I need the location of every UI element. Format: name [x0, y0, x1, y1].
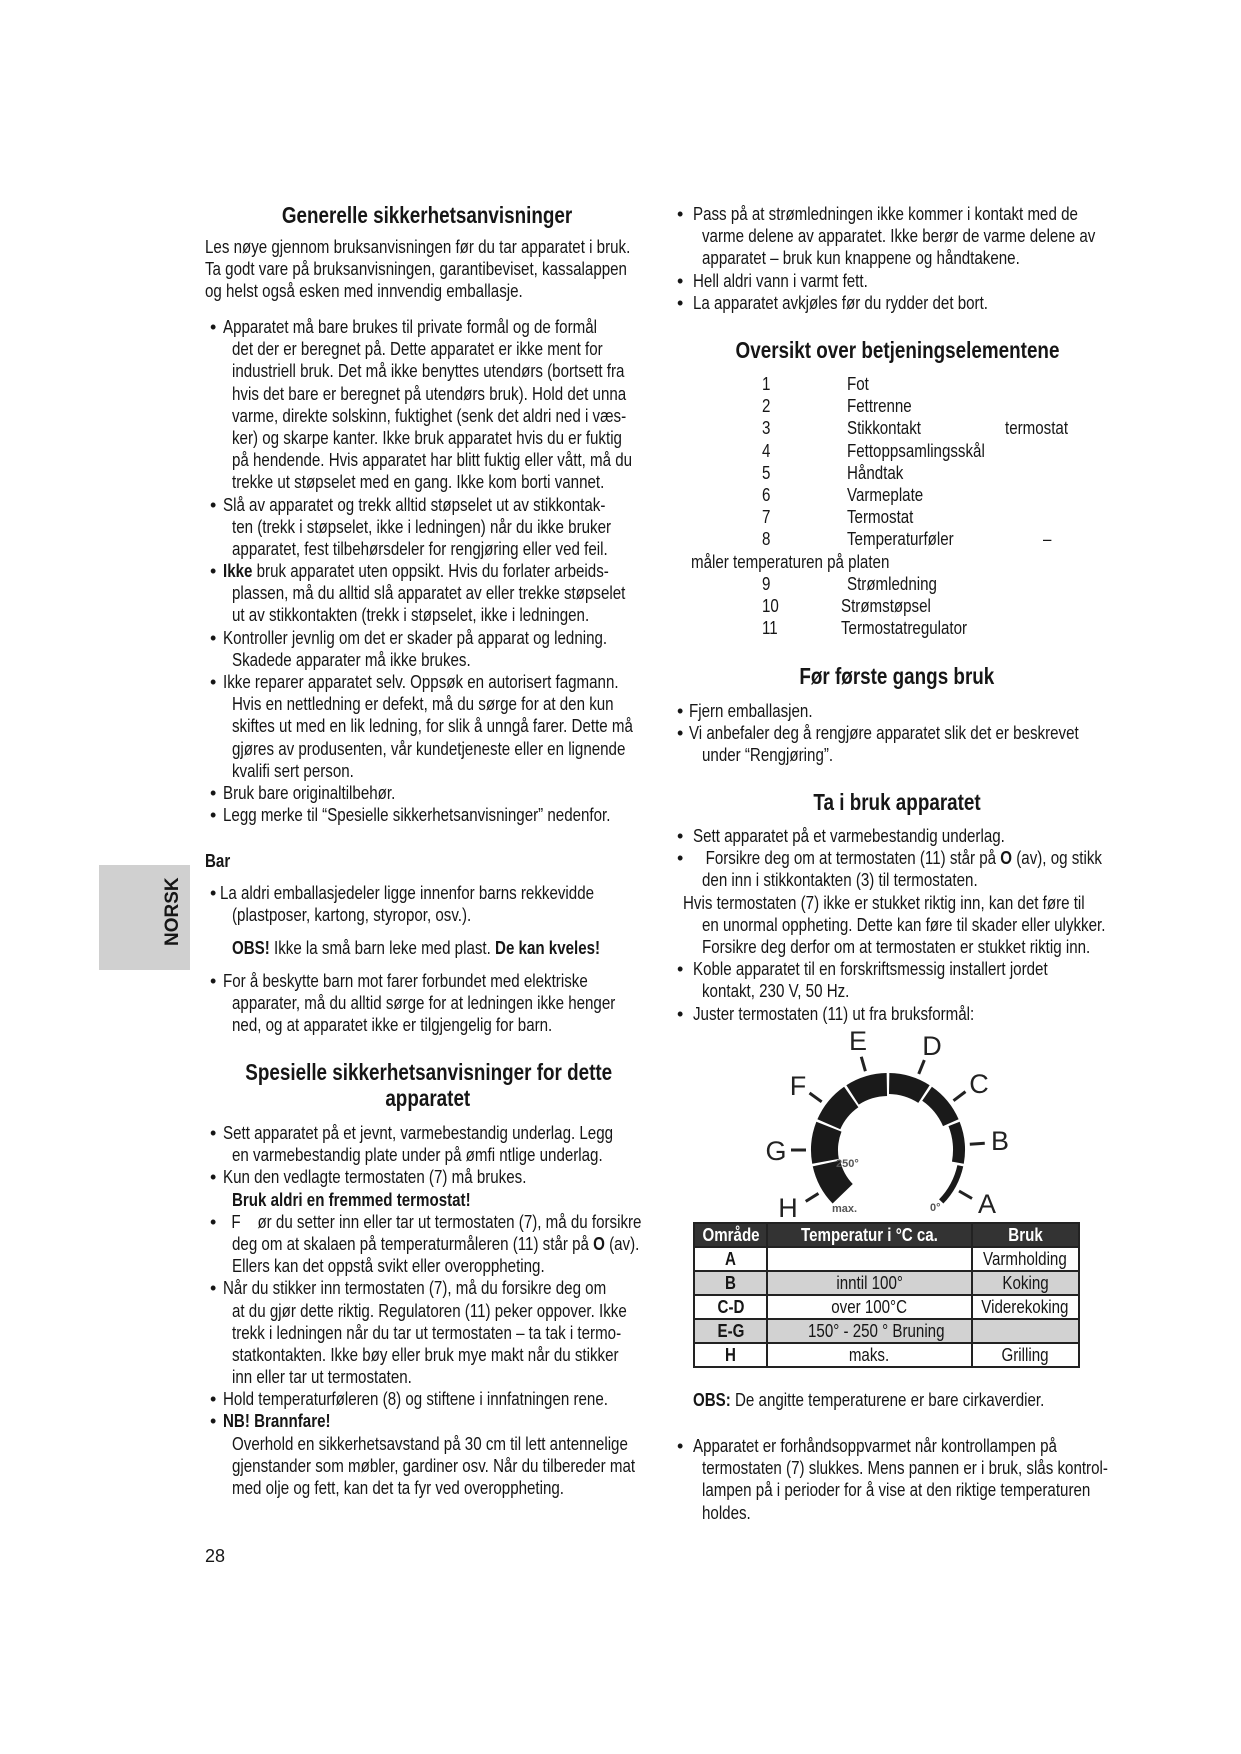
text-line: lampen på i perioder for å vise at den riktige temperaturen: [702, 1480, 1091, 1501]
text-line: en unormal oppheting. Dette kan føre til skader eller ulykker.: [702, 914, 1106, 935]
text-line: plassen, må du alltid slå apparatet av eller trekke støpselet: [232, 583, 626, 604]
text-line: For å beskytte barn mot farer forbundet med elektriske: [223, 971, 588, 991]
text-line: det der er beregnet på. Dette apparatet er ikke ment for: [232, 339, 603, 360]
bullet-icon: •: [210, 627, 217, 648]
table-cell: inntil 100°: [767, 1271, 972, 1295]
bullet-icon: •: [677, 292, 684, 313]
bullet-icon: •: [210, 1211, 217, 1232]
dial-segment-d: [889, 1073, 930, 1103]
dial-label-e: E: [848, 1026, 868, 1056]
bullet-icon: •: [210, 971, 217, 991]
text-line: Ikke reparer apparatet selv. Oppsøk en autorisert fagmann.: [223, 672, 619, 692]
text-line: Sett apparatet på et jevnt, varmebestandig underlag. Legg: [223, 1123, 614, 1143]
dial-label-b: B: [990, 1126, 1010, 1156]
component-row: 1 Fot: [762, 374, 869, 394]
text-line: Overhold en sikkerhetsavstand på 30 cm til lett antennelige: [232, 1433, 628, 1454]
text-line: Les nøye gjennom bruksanvisningen før du tar apparatet i bruk.: [205, 237, 631, 257]
text-line: kvalifi sert person.: [232, 760, 354, 781]
section-heading-special-safety: Spesielle sikkerhetsanvisninger for dette: [245, 1059, 613, 1085]
table-cell: [972, 1319, 1079, 1343]
component-row: 9 Strømledning: [762, 573, 937, 594]
section-heading-first-use: Før første gangs bruk: [799, 663, 995, 689]
list-item-line: [677, 1435, 1122, 1457]
table-cell: A: [694, 1247, 767, 1271]
text-line: holdes.: [702, 1502, 751, 1523]
language-tab-label: NORSK: [162, 877, 183, 946]
text-line: og helst også esken med innvendig emballasje.: [205, 281, 523, 302]
text-line: Sett apparatet på et varmebestandig underlag.: [693, 826, 1005, 846]
bullet-icon: •: [677, 701, 684, 721]
text-line: La apparatet avkjøles før du rydder det bort.: [693, 292, 988, 313]
text-line: hvis det bare er beregnet på utendørs bruk). Hold det unna: [232, 383, 627, 404]
text-line: Slå av apparatet og trekk alltid støpselet ut av stikkontak-: [223, 494, 606, 515]
component-row: 6 Varmeplate: [762, 484, 924, 505]
dial-segment-a: [939, 1165, 963, 1203]
temperature-note: [693, 1389, 1123, 1411]
component-row: 7 Termostat: [762, 507, 914, 528]
text-line: trekk i ledningen når du tar ut termostaten – ta tak i termo-: [232, 1322, 622, 1343]
component-row: 5 Håndtak: [762, 462, 904, 483]
text-line: termostaten (7) slukkes. Mens pannen er i bruk, slås kontrol-: [702, 1458, 1108, 1479]
text-run: De angitte temperaturene er bare cirkaverdier.: [730, 1390, 1045, 1410]
dial-mark-max: max.: [832, 1203, 858, 1215]
table-cell: over 100°C: [767, 1295, 972, 1319]
section-heading-usage: Ta i bruk apparatet: [813, 789, 981, 815]
text-line: varme delene av apparatet. Ikke berør de varme delene av: [702, 226, 1096, 247]
text-line: Pass på at strømledningen ikke kommer i kontakt med de: [693, 204, 1078, 224]
bullet-icon: •: [210, 672, 217, 692]
bullet-icon: •: [210, 1278, 217, 1299]
bullet-icon: •: [210, 494, 217, 515]
children-subheading: Bar: [205, 851, 231, 871]
bullet-icon: •: [677, 204, 684, 224]
section-heading-overview: Oversikt over betjeningselementene: [735, 337, 1059, 363]
text-line: inn eller tar ut termostaten.: [232, 1367, 412, 1388]
text-line: apparater, må du alltid sørge for at ledningen ikke henger: [232, 993, 616, 1014]
list-item: [677, 1435, 1122, 1524]
table-cell: maks.: [767, 1343, 972, 1367]
text-line: statkontakten. Ikke bøy eller bruk mye makt når du stikker: [232, 1344, 619, 1365]
text-line: industriell bruk. Det må ikke benyttes utendørs (bortsett fra: [232, 361, 625, 382]
component-row: 10 Strømstøpsel: [762, 595, 931, 616]
text-line: under “Rengjøring”.: [702, 745, 834, 766]
bullet-icon: •: [677, 723, 684, 744]
bullet-icon: •: [210, 805, 217, 826]
text-run: Ikke la små barn leke med plast.: [269, 938, 496, 958]
text-run: Forsikre deg om at termostaten (11) står på: [693, 848, 1001, 869]
text-line: Kontroller jevnlig om det er skader på apparat og ledning.: [223, 627, 608, 648]
text-line: Kun den vedlagte termostaten (7) må brukes.: [223, 1167, 527, 1188]
dial-label-c: C: [969, 1069, 989, 1099]
text-line: Koble apparatet til en forskriftsmessig installert jordet: [693, 959, 1048, 980]
bold-text-run: OBS!: [232, 938, 270, 958]
bold-text-run: O: [1000, 848, 1013, 869]
dial-label-g: G: [765, 1136, 787, 1166]
text-line: skiftes ut med en lik ledning, for slik å unngå farer. Dette må: [232, 716, 633, 737]
text-line: ten (trekk i støpselet, ikke i ledningen) når du ikke bruker: [232, 516, 612, 537]
bullet-icon: •: [210, 883, 217, 903]
dial-label-f: F: [789, 1071, 807, 1101]
text-line: trekke ut støpselet med en gang. Ikke kom borti vannet.: [232, 472, 605, 493]
table-cell: H: [694, 1343, 767, 1367]
text-line: Hvis en nettledning er defekt, må du sørge for at den kun: [232, 694, 614, 715]
dial-label-a: A: [977, 1189, 997, 1219]
table-cell: E-G: [694, 1319, 767, 1343]
component-row: 4 Fettoppsamlingsskål: [762, 440, 985, 461]
column-header: Bruk: [972, 1223, 1079, 1247]
preheat-list: [677, 1435, 1122, 1524]
bullet-icon: •: [210, 782, 217, 803]
table-row: [694, 1271, 1079, 1295]
text-line: Hell aldri vann i varmt fett.: [693, 270, 868, 291]
text-line: Ta godt vare på bruksanvisningen, garantibeviset, kassalappen: [205, 259, 627, 280]
text-line: ker) og skarpe kanter. Ikke bruk apparatet hvis du er fuktig: [232, 427, 622, 448]
dial-segment-b: [948, 1122, 965, 1164]
bullet-icon: •: [677, 848, 684, 869]
text-line: ut av stikkontakten (trekk i støpselet, ikke i ledningen.: [232, 605, 590, 626]
list-item-line: [677, 1502, 1122, 1524]
text-line: Apparatet må bare brukes til private formål og de formål: [223, 317, 597, 337]
text-line: en varmebestandig plate under på ømfi ntlige underlag.: [232, 1145, 603, 1166]
table-cell: C-D: [694, 1295, 767, 1319]
table-row: [694, 1319, 1079, 1343]
table-cell: Grilling: [972, 1343, 1079, 1367]
table-header-row: [694, 1223, 1079, 1247]
dial-mark-250: 250°: [836, 1158, 859, 1170]
table-cell: Koking: [972, 1271, 1079, 1295]
section-heading-special-safety-2: apparatet: [385, 1085, 470, 1111]
text-line: på hendende. Hvis apparatet har blitt fuktig eller vått, må du: [232, 450, 633, 471]
bullet-icon: •: [677, 270, 684, 291]
text-line: Skadede apparater må ikke brukes.: [232, 649, 471, 670]
component-row: 11 Termostatregulator: [762, 618, 968, 639]
bullet-icon: •: [210, 1123, 217, 1143]
text-line: apparatet – bruk kun knappene og håndtakene.: [702, 248, 1020, 269]
bullet-icon: •: [677, 959, 684, 980]
table-cell: 150° - 250 ° Bruning: [767, 1319, 972, 1343]
table-row: [694, 1247, 1079, 1271]
dial-tick-h: [806, 1193, 819, 1201]
text-line: ned, og at apparatet ikke er tilgjengelig for barn.: [232, 1015, 553, 1036]
bold-text-run: Bruk aldri en fremmed termostat!: [232, 1189, 471, 1210]
component-row: 8 Temperaturføler –: [762, 529, 1052, 550]
text-line: at du gjør dette riktig. Regulatoren (11) peker oppover. Ikke: [232, 1300, 627, 1321]
bullet-icon: •: [210, 1167, 217, 1188]
text-line: Hvis termostaten (7) ikke er stukket riktig inn, kan det føre til: [683, 892, 1085, 913]
text-line: Legg merke til “Spesielle sikkerhetsanvisninger” nedenfor.: [223, 805, 611, 826]
text-line: Når du stikker inn termostaten (7), må du forsikre deg om: [223, 1278, 607, 1299]
bullet-icon: •: [210, 1411, 217, 1432]
list-item-line: [677, 1479, 1122, 1501]
text-line: varme, direkte solskinn, fuktighet (senk det aldri ned i væs-: [232, 405, 627, 426]
dial-label-h: H: [778, 1193, 798, 1223]
bold-text-run: O: [593, 1233, 605, 1254]
text-line: apparatet, fest tilbehørsdeler for rengjøring eller ved feil.: [232, 538, 608, 559]
dial-tick-b: [970, 1143, 985, 1144]
dial-tick-f: [810, 1093, 822, 1102]
text-line: La aldri emballasjedeler ligge innenfor barns rekkevidde: [220, 883, 595, 903]
text-line: Apparatet er forhåndsoppvarmet når kontrollampen på: [693, 1436, 1057, 1456]
text-line: Forsikre deg derfor om at termostaten er stukket riktig inn.: [702, 936, 1091, 957]
dial-label-d: D: [922, 1031, 942, 1061]
bullet-icon: •: [210, 561, 217, 582]
text-line: Fjern emballasjen.: [689, 701, 813, 721]
text-run: deg om at skalaen på temperaturmåleren (11) står på: [232, 1233, 594, 1254]
list-item-line: [677, 1457, 1122, 1479]
text-line: F ør du setter inn eller tar ut termostaten (7), må du forsikre: [223, 1211, 642, 1232]
text-line: gjenstander som møbler, gardiner osv. Når du tilbereder mat: [232, 1455, 636, 1476]
text-line: Ellers kan det oppstå svikt eller overoppheting.: [232, 1256, 545, 1277]
text-line: Hold temperaturføleren (8) og stiftene i innfatningen rene.: [223, 1389, 608, 1410]
table-cell: B: [694, 1271, 767, 1295]
dial-tick-d: [919, 1060, 925, 1074]
text-line: kontakt, 230 V, 50 Hz.: [702, 981, 850, 1002]
component-row: 2 Fettrenne: [762, 396, 912, 417]
text-line: Vi anbefaler deg å rengjøre apparatet slik det er beskrevet: [689, 723, 1079, 744]
page-number: 28: [205, 1546, 226, 1566]
bold-text-run: OBS:: [693, 1390, 731, 1410]
bullet-icon: •: [677, 1003, 684, 1024]
dial-segment-c: [922, 1087, 958, 1126]
dial-mark-0: 0°: [930, 1202, 941, 1214]
paragraph-line: [693, 1389, 1123, 1411]
bullet-icon: •: [677, 1436, 684, 1456]
bold-text-run: Ikke: [223, 561, 253, 582]
text-run: bruk apparatet uten oppsikt. Hvis du forlater arbeids-: [252, 561, 609, 582]
dial-tick-a: [959, 1191, 972, 1199]
text-line: Juster termostaten (11) ut fra bruksformål:: [693, 1003, 975, 1024]
table-cell: [767, 1247, 972, 1271]
table-row: [694, 1343, 1079, 1367]
text-run: (av), og stikk: [1012, 848, 1102, 869]
section-heading-general-safety: Generelle sikkerhetsanvisninger: [282, 202, 573, 228]
text-line: Bruk bare originaltilbehør.: [223, 782, 396, 803]
table-cell: Varmholding: [972, 1247, 1079, 1271]
column-header: Temperatur i °C ca.: [767, 1223, 972, 1247]
bullet-icon: •: [677, 826, 684, 846]
table-cell: Viderekoking: [972, 1295, 1079, 1319]
text-line: (plastposer, kartong, styropor, osv.).: [232, 905, 472, 926]
text-line: den inn i stikkontakten (3) til termostaten.: [702, 870, 978, 891]
text-line: [693, 1389, 1044, 1411]
table-row: [694, 1295, 1079, 1319]
temperature-table: [693, 1222, 1080, 1368]
component-row: 3 Stikkontakt termostat: [762, 418, 1069, 439]
dial-tick-e: [861, 1057, 865, 1071]
bullet-icon: •: [210, 317, 217, 337]
text-line: med olje og fett, kan det ta fyr ved overoppheting.: [232, 1478, 565, 1498]
bold-text-run: NB! Brannfare!: [223, 1411, 331, 1432]
text-line: gjøres av produsenten, vår kundetjeneste eller en lignende: [232, 738, 626, 759]
bullet-icon: •: [210, 1389, 217, 1410]
bold-text-run: De kan kveles!: [495, 938, 601, 958]
column-header: Område: [694, 1223, 767, 1247]
component-row: måler temperaturen på platen: [691, 551, 890, 572]
dial-tick-c: [953, 1092, 965, 1101]
text-run: (av).: [604, 1233, 640, 1254]
